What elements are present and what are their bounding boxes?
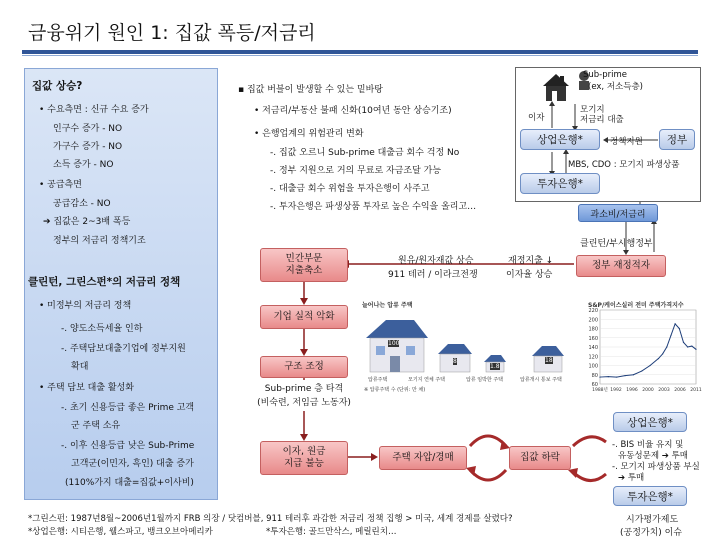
interest-payment-line2: 지급 불능	[284, 458, 324, 469]
house-label-2: 모기지 연체 주택	[408, 377, 445, 383]
corp-performance-text: 기업 실적 악화	[273, 311, 335, 323]
chart-point	[658, 358, 659, 359]
interest-label: 이자	[528, 113, 545, 123]
chart-y-tick: 200	[588, 317, 598, 324]
fiscal-spending-line2: 이자율 상승	[506, 270, 553, 280]
home-sale-text: 주택 자압/경매	[392, 452, 454, 464]
bis-line2: 유동성문제 ➔ 투매	[618, 451, 689, 461]
heading-low-rate-policy: 클린턴, 그린스펀*의 저금리 정책	[28, 276, 181, 288]
bis-line1: -. BIS 비율 유지 및	[612, 440, 684, 450]
conclusion-line1: ➔ 집값은 2~3배 폭등	[43, 217, 131, 227]
page-title: 금융위기 원인 1: 집값 폭등/저금리	[28, 22, 316, 44]
subprime-hit-line2: (비숙련, 저임금 노동자)	[257, 398, 351, 408]
risk-item-4: -. 투자은행은 파생상품 투자로 높은 수익을 올리고…	[270, 202, 477, 212]
subprime-hit-line1: Sub-prime 층 타격	[264, 384, 344, 394]
chart-y-tick: 80	[591, 372, 598, 379]
gov-support-line2: 확대	[71, 362, 89, 372]
raw-materials-line1: 원유/원자재값 상승	[398, 256, 474, 266]
chart-y-tick: 100	[588, 363, 598, 370]
private-sector-box	[260, 248, 348, 282]
subprime-sub-label: (ex, 저소득층)	[588, 82, 643, 92]
prime-line1: -. 초기 신용등급 좋은 Prime 고객	[61, 403, 195, 413]
chart-point	[599, 376, 600, 377]
private-sector-line2: 지출축소	[285, 265, 323, 276]
chart-point	[687, 346, 688, 347]
price-fall-text: 집값 하락	[520, 452, 560, 464]
interest-payment-box	[260, 441, 348, 475]
bis-line3: -. 모기지 파생상품 부실	[612, 462, 700, 472]
chart-point	[641, 370, 642, 371]
chart-point	[670, 335, 671, 336]
subprime-line3: (110%가지 대출=집값+이사비)	[65, 478, 194, 488]
home-price-index-chart	[584, 306, 700, 396]
heading-house-price-rise: 집값 상승?	[32, 80, 83, 92]
mortgage-label: 모기지	[580, 105, 605, 115]
chart-x-tick: 1992	[610, 388, 622, 393]
demand-side: • 수요측면 : 신규 수요 증가	[39, 105, 149, 115]
chart-point	[679, 328, 680, 329]
house-value-2: 8	[453, 358, 457, 365]
chart-point	[633, 374, 634, 375]
income-no: 소득 증가 - NO	[53, 160, 114, 170]
risk-item-2: -. 정부 지원으로 거의 무료로 자금조달 가능	[270, 166, 442, 176]
commercial-bank-button-2[interactable]: 상업은행*	[613, 412, 687, 432]
supply-side: • 공급측면	[39, 180, 82, 190]
low-rate-loan-label: 저금리 대출	[580, 115, 624, 125]
risk-item-3: -. 대출금 회수 위험을 투자은행이 사주고	[270, 184, 430, 194]
house-label-1: 압류주택	[368, 377, 388, 383]
gov-fiscal-deficit-text: 정부 재정적자	[591, 260, 651, 272]
clinton-bush-label: 클린턴/부시행정부	[580, 239, 653, 249]
chart-x-tick: 2011	[690, 388, 702, 393]
house-label-4: 압류개시 통보 주택	[520, 377, 562, 383]
fair-value-line2: (공정가치) 이슈	[620, 528, 683, 538]
overconsumption-box: 과소비/저금리	[578, 204, 658, 222]
house-value-1: 100	[388, 340, 400, 347]
chart-point	[662, 353, 663, 354]
subprime-line1: -. 이후 신용등급 낮은 Sub-Prime	[61, 441, 195, 451]
house-value-3: 1.8	[490, 363, 500, 370]
low-rate-myth: • 저금리/부동산 불패 신화(10여년 동안 상승기조)	[254, 106, 452, 116]
footer-note-greenspan: *그린스펀: 1987년8월~2006년1월까지 FRB 의장 / 닷컴버블, 911 테러후 과감한 저금리 정책 집행 > 미국, 세계 경제를 살렸다?	[28, 514, 513, 524]
chart-point	[683, 342, 684, 343]
fair-value-line1: 시가평가제도	[626, 515, 679, 525]
policy-support-label: 정책지원	[610, 137, 643, 147]
supply-no: 공급감소 - NO	[53, 199, 111, 209]
chart-point	[624, 375, 625, 376]
chart-y-tick: 60	[591, 382, 598, 388]
footer-note-commercial-banks: *상업은행: 시티은행, 웰스파고, 뱅크오브아메리카	[28, 527, 213, 537]
chart-y-tick: 120	[588, 354, 598, 361]
fiscal-spending-line1: 재정지출 ↓	[508, 256, 554, 266]
government-button[interactable]: 정부	[659, 129, 695, 150]
chart-y-tick: 140	[588, 345, 598, 351]
gov-low-rate: • 미정부의 저금리 정책	[39, 301, 132, 311]
chart-point	[649, 365, 650, 366]
commercial-bank-button[interactable]: 상업은행*	[520, 129, 600, 150]
chart-y-tick: 160	[588, 335, 598, 342]
risk-item-1: -. 집값 오르니 Sub-prime 대출금 회수 걱정 No	[270, 148, 460, 158]
gov-support-line1: -. 주택담보대출기업에 정부지원	[61, 344, 186, 354]
restructuring-box	[260, 356, 348, 378]
raw-materials-line2: 911 테러 / 이라크전쟁	[388, 270, 478, 280]
chart-point	[608, 376, 609, 377]
house-label-3: 압류 임박한 주택	[466, 377, 503, 383]
prime-line2: 군 주택 소유	[71, 421, 121, 431]
subprime-label: Sub-prime	[583, 70, 628, 80]
restructuring-text: 구조 조정	[284, 361, 324, 373]
corp-performance-box	[260, 305, 348, 329]
chart-x-tick: 2000	[642, 388, 654, 393]
chart-y-tick: 220	[588, 308, 598, 314]
gov-fiscal-deficit-box	[576, 255, 666, 277]
chart-title: S&P/케이스실러 전미 주택가격지수	[588, 302, 684, 309]
subprime-line2: 고객군(이민자, 흑인) 대출 증가	[71, 459, 194, 469]
risk-mgmt-change: • 은행업계의 위험관리 변화	[254, 129, 364, 139]
conclusion-line2: 정부의 저금리 정책기조	[53, 236, 146, 246]
footer-note-investment-banks: *투자은행: 골드만삭스, 메릴린치…	[266, 527, 397, 537]
households-no: 가구수 증가 - NO	[53, 142, 123, 152]
mortgage-activation: • 주택 담보 대출 활성화	[39, 383, 134, 393]
mbs-cdo-label: MBS, CDO : 모기지 파생상품	[568, 160, 680, 170]
population-no: 인구수 증가 - NO	[53, 124, 123, 134]
chart-point	[675, 323, 676, 324]
chart-x-tick: 1996	[626, 388, 638, 393]
chart-x-tick: 1988년	[592, 388, 608, 393]
houses-note: ※ 압류주택 수 (단위: 만 채)	[364, 387, 426, 393]
houses-caption: 늘어나는 압류 주택	[362, 302, 413, 309]
investment-bank-button-2[interactable]: 투자은행*	[613, 486, 687, 506]
chart-y-tick: 180	[588, 326, 598, 333]
home-sale-box	[379, 446, 467, 470]
bubble-basis-heading: ▪ 집값 버블이 발생할 수 있는 밑바탕	[238, 85, 383, 95]
chart-point	[695, 349, 696, 350]
house-value-4: 18	[545, 357, 553, 364]
chart-x-tick: 2003	[658, 388, 670, 393]
investment-bank-button[interactable]: 투자은행*	[520, 173, 600, 194]
private-sector-line1: 민간부문	[285, 253, 323, 265]
chart-x-tick: 2006	[674, 388, 686, 393]
tax-cut: -. 양도소득세율 인하	[61, 324, 143, 334]
interest-payment-line1: 이자, 원금	[282, 446, 326, 458]
bis-line4: ➔ 투매	[618, 473, 645, 483]
chart-point	[616, 376, 617, 377]
price-fall-box	[509, 446, 571, 470]
chart-point	[666, 346, 667, 347]
chart-point	[691, 345, 692, 346]
